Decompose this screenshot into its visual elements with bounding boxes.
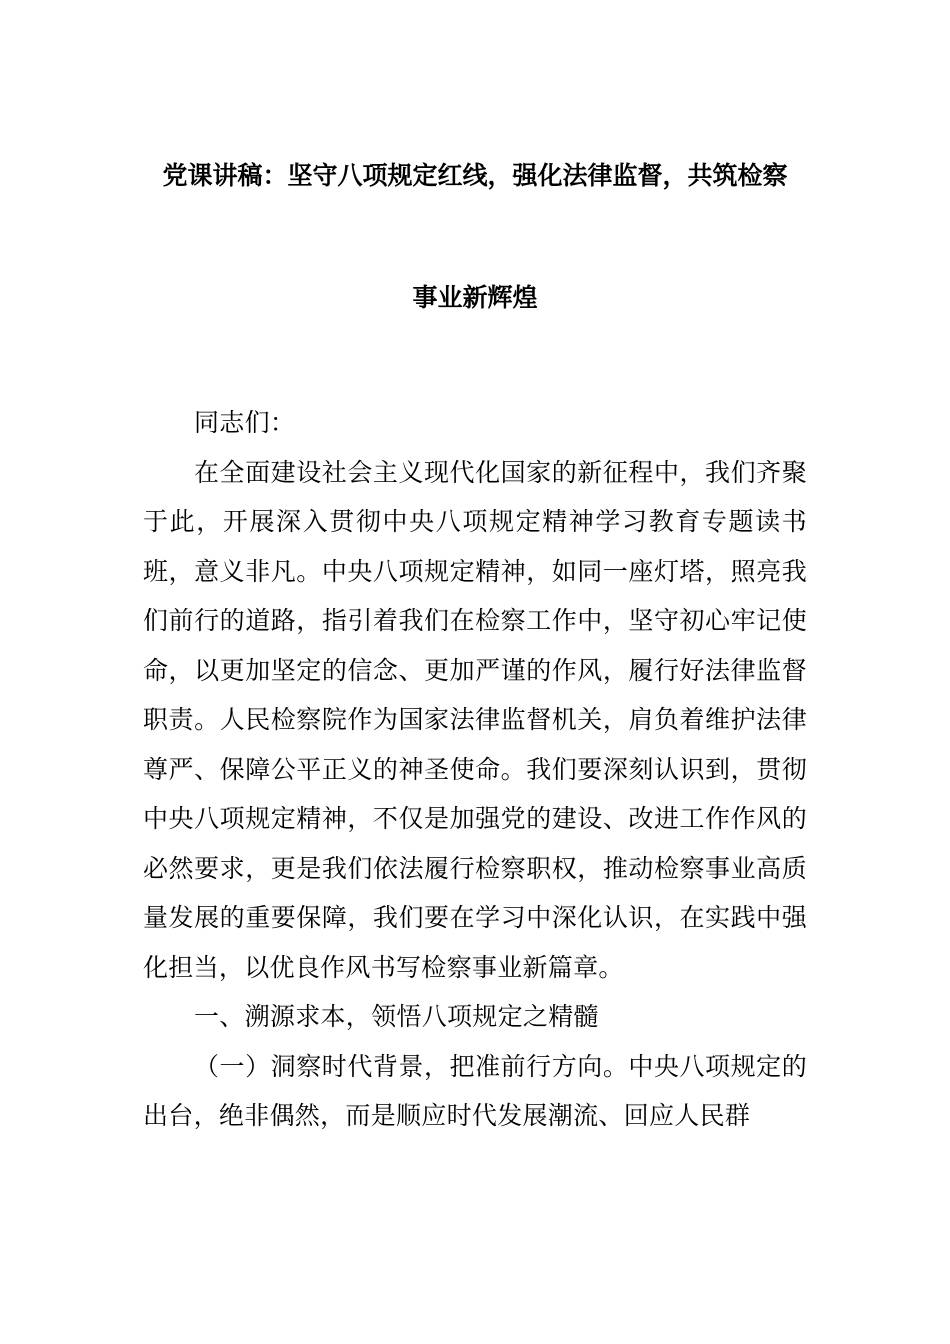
document-title-line-1: 党课讲稿：坚守八项规定红线，强化法律监督，共筑检察 [162,161,788,190]
document-body [143,398,807,1141]
salutation-paragraph: 同志们： [194,408,296,437]
document-title-line-2: 事业新辉煌 [412,283,538,312]
subsection-paragraph-1: （一）洞察时代背景，把准前行方向。中央八项规定的出台，绝非偶然，而是顺应时代发展潮流、回应人民群 [143,1051,807,1130]
section-heading-1: 一、溯源求本，领悟八项规定之精髓 [194,1002,599,1031]
intro-paragraph: 在全面建设社会主义现代化国家的新征程中，我们齐聚于此，开展深入贯彻中央八项规定精神学习教育专题读书班，意义非凡。中央八项规定精神，如同一座灯塔，照亮我们前行的道路，指引着我们在检察工作中，坚守初心牢记使命，以更加坚定的信念、更加严谨的作风，履行好法律监督职责。人民检察院作为国家法律监督机关，肩负着维护法律尊严、保障公平正义的神圣使命。我们要深刻认识到，贯彻中央八项规定精神，不仅是加强党的建设、改进工作作风的必然要求，更是我们依法履行检察职权，推动检察事业高质量发展的重要保障，我们要在学习中深化认识，在实践中强化担当，以优良作风书写检察事业新篇章。 [143,457,807,982]
